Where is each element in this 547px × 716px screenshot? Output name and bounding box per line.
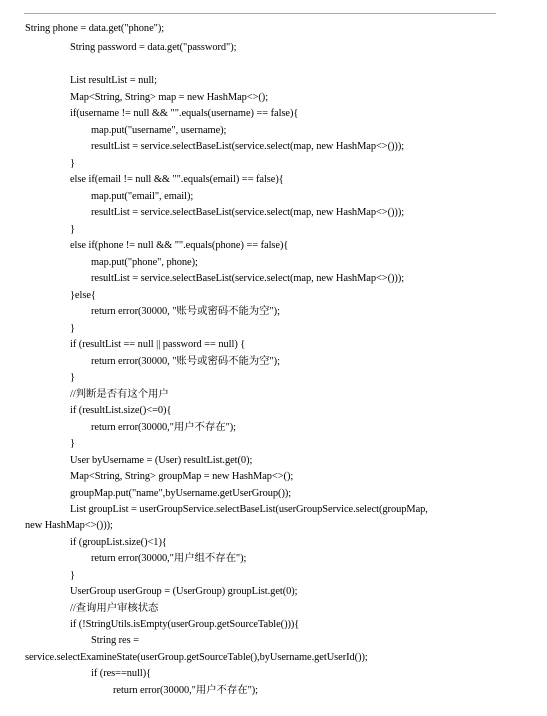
code-line: groupMap.put("name",byUsername.getUserGroup()); [70,488,292,499]
code-line: if (resultList.size()<=0){ [70,405,172,416]
code-line: String res = [91,635,139,646]
code-line: //查询用户审核状态 [70,603,159,614]
code-line: resultList = service.selectBaseList(service.select(map, new HashMap<>())); [91,273,405,284]
code-line: map.put("phone", phone); [91,257,198,268]
code-line: UserGroup userGroup = (UserGroup) groupList.get(0); [70,586,298,597]
code-line: if (!StringUtils.isEmpty(userGroup.getSourceTable())){ [70,619,300,630]
code-line: }else{ [70,290,96,301]
code-line: resultList = service.selectBaseList(service.select(map, new HashMap<>())); [91,207,405,218]
code-line: if (groupList.size()<1){ [70,537,167,548]
code-line: return error(30000,"用户不存在"); [91,422,237,433]
code-line: } [70,158,75,169]
code-line: Map<String, String> map = new HashMap<>(); [70,92,269,103]
code-line: map.put("email", email); [91,191,194,202]
code-line: return error(30000, "账号或密码不能为空"); [91,306,280,317]
code-line: User byUsername = (User) resultList.get(0); [70,455,253,466]
code-line: return error(30000, "账号或密码不能为空"); [91,356,280,367]
code-line: Map<String, String> groupMap = new HashMap<>(); [70,471,294,482]
code-line: } [70,570,75,581]
code-line: else if(email != null && "".equals(email) == false){ [70,174,284,185]
code-line: String password = data.get("password"); [70,42,237,53]
code-line: List resultList = null; [70,75,157,86]
code-line: return error(30000,"用户组不存在"); [91,553,247,564]
code-line: //判断是否有这个用户 [70,389,169,400]
code-line: } [70,372,75,383]
code-line: if (resultList == null || password == null) { [70,339,246,350]
code-line: } [70,224,75,235]
code-line: service.selectExamineState(userGroup.getSourceTable(),byUsername.getUserId()); [25,652,368,663]
top-rule [24,13,496,14]
code-line: if (res==null){ [91,668,152,679]
code-line: map.put("username", username); [91,125,227,136]
code-line: resultList = service.selectBaseList(service.select(map, new HashMap<>())); [91,141,405,152]
code-line: new HashMap<>())); [25,520,113,531]
code-line: } [70,438,75,449]
code-line: return error(30000,"用户不存在"); [113,685,259,696]
code-line: if(username != null && "".equals(username) == false){ [70,108,299,119]
code-line: String phone = data.get("phone"); [25,23,165,34]
code-line: } [70,323,75,334]
code-line: else if(phone != null && "".equals(phone) == false){ [70,240,289,251]
code-line: List groupList = userGroupService.selectBaseList(userGroupService.select(groupMap, [70,504,428,515]
